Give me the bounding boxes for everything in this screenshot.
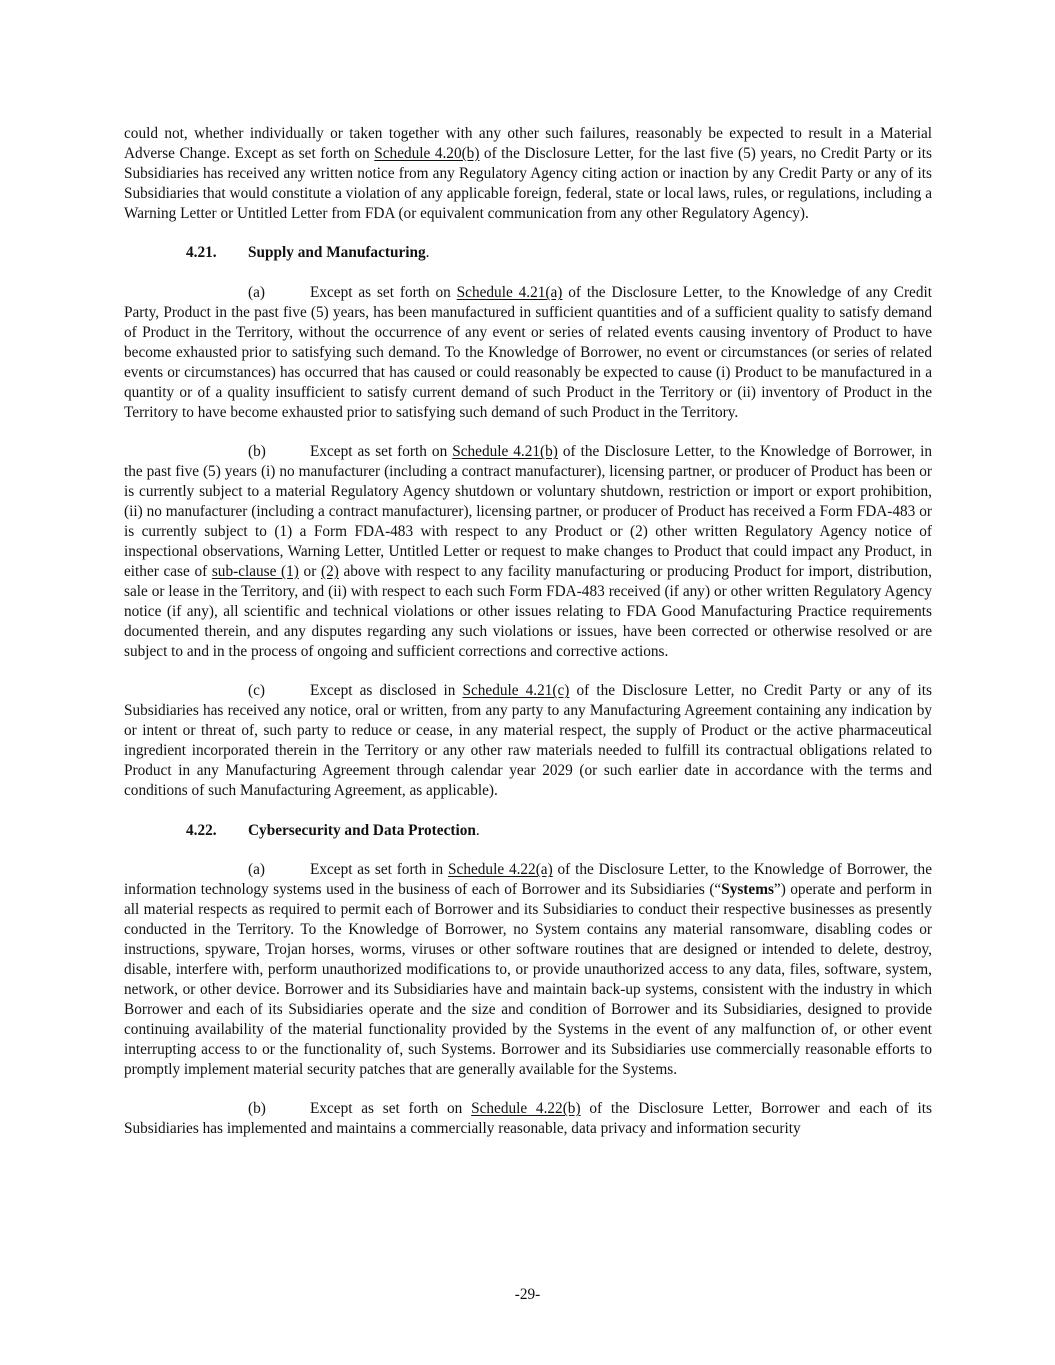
- section-title: Supply and Manufacturing: [248, 244, 426, 262]
- clause-label: (a): [248, 284, 265, 302]
- clause-label: (c): [248, 682, 265, 700]
- clause-label: (a): [248, 861, 265, 879]
- schedule-4-21b-ref: Schedule 4.21(b): [452, 443, 558, 461]
- schedule-4-22a-ref: Schedule 4.22(a): [448, 861, 553, 879]
- section-4-21-c: (c) Except as disclosed in Schedule 4.21(c) of the Disclosure Letter, no Credit Party or any of its Subsidiaries has received any notice, oral or written, from any party to any Manufacturing Agreement containing any indication by or intent or threat of, such party to reduce or cease, in any material respect, the supply of Product or the active pharmaceutical ingredient incorporated therein in the Territory or any other raw materials needed to fulfill its contractual obligations related to Product in any Manufacturing Agreement through calendar year 2029 (or such earlier date in accordance with the terms and conditions of such Manufacturing Agreement, as applicable).: [124, 682, 932, 799]
- schedule-4-20b-ref: Schedule 4.20(b): [374, 144, 480, 162]
- section-4-22-b: (b) Except as set forth on Schedule 4.22(b) of the Disclosure Letter, Borrower and each of its Subsidiaries has implemented and maintains a commercially reasonable, data privacy and information security: [124, 1100, 932, 1138]
- schedule-4-21c-ref: Schedule 4.21(c): [462, 682, 570, 700]
- sub-clause-1-ref: sub-clause (1): [211, 562, 299, 580]
- clause-label: (b): [248, 1100, 266, 1118]
- section-4-21-heading: 4.21. Supply and Manufacturing.: [186, 244, 430, 262]
- section-4-22-heading: 4.22. Cybersecurity and Data Protection.: [186, 821, 480, 839]
- document-body: [124, 124, 932, 1139]
- section-4-22-a: (a) Except as set forth in Schedule 4.22(a) of the Disclosure Letter, to the Knowledge of Borrower, the information technology systems used in the business of each of Borrower and its Subsidiaries (“Systems”) operate and perform in all material respects as required to permit each of Borrower and its Subsidiaries to conduct their respective businesses as presently conducted in the Territory. To the Knowledge of Borrower, no System contains any material ransomware, disabling codes or instructions, spyware, Trojan horses, worms, viruses or other software routines that are designed or intended to delete, destroy, disable, interfere with, perform unauthorized modifications to, or provide unauthorized access to any data, files, software, system, network, or other device. Borrower and its Subsidiaries have and maintain back-up systems, consistent with the industry in which Borrower and each of its Subsidiaries operate and the size and condition of Borrower and its Subsidiaries, designed to provide continuing availability of the material functionality provided by the Systems in the event of any malfunction of, or other event interrupting access to or the functionality of, such Systems. Borrower and its Subsidiaries use commercially reasonable efforts to promptly implement material security patches that are generally available for the Systems.: [124, 861, 932, 1078]
- page-number: -29-: [514, 1286, 541, 1303]
- section-number: 4.22.: [186, 821, 217, 839]
- defined-term-systems: Systems: [721, 881, 774, 899]
- section-title: Cybersecurity and Data Protection: [248, 821, 476, 839]
- clause-label: (b): [248, 443, 266, 461]
- section-4-21-a: (a) Except as set forth on Schedule 4.21(a) of the Disclosure Letter, to the Knowledge of any Credit Party, Product in the past five (5) years, has been manufactured in sufficient quantities and of a sufficient quality to satisfy demand of Product in the Territory, without the occurrence of any event or series of related events causing inventory of Product to have become exhausted prior to satisfying such demand. To the Knowledge of Borrower, no event or circumstances (or series of related events or circumstances) has occurred that has caused or could reasonably be expected to cause (i) Product to be manufactured in a quantity or of a quality insufficient to satisfy current demand of such Product in the Territory or (ii) inventory of Product in the Territory to have become exhausted prior to satisfying such demand of such Product in the Territory.: [124, 284, 932, 421]
- sub-clause-2-ref: (2): [320, 562, 339, 580]
- section-4-21-b: (b) Except as set forth on Schedule 4.21(b) of the Disclosure Letter, to the Knowledge of Borrower, in the past five (5) years (i) no manufacturer (including a contract manufacturer), licensing partner, or producer of Product has been or is currently subject to a material Regulatory Agency shutdown or voluntary shutdown, restriction or import or export prohibition, (ii) no manufacturer (including a contract manufacturer), licensing partner, or producer of Product has received a Form FDA-483 or is currently subject to (1) a Form FDA-483 with respect to any Product or (2) other written Regulatory Agency notice of inspectional observations, Warning Letter, Untitled Letter or request to make changes to Product that could impact any Product, in either case of sub-clause (1) or (2) above with respect to any facility manufacturing or producing Product for import, distribution, sale or lease in the Territory, and (ii) with respect to each such Form FDA-483 received (if any) or other written Regulatory Agency notice (if any), all scientific and technical violations or other issues relating to FDA Good Manufacturing Practice requirements documented therein, and any disputes regarding any such violations or issues, have been corrected or otherwise resolved or are subject to and in the process of ongoing and sufficient corrections and corrective actions.: [124, 443, 932, 660]
- schedule-4-22b-ref: Schedule 4.22(b): [471, 1100, 581, 1118]
- section-number: 4.21.: [186, 244, 217, 262]
- intro-paragraph: could not, whether individually or taken together with any other such failures, reasonably be expected to result in a Material Adverse Change. Except as set forth on Schedule 4.20(b) of the Disclosure Letter, for the last five (5) years, no Credit Party or its Subsidiaries has received any written notice from any Regulatory Agency citing action or inaction by any Credit Party or any of its Subsidiaries that would constitute a violation of any applicable foreign, federal, state or local laws, rules, or regulations, including a Warning Letter or Untitled Letter from FDA (or equivalent communication from any other Regulatory Agency).: [124, 125, 932, 222]
- schedule-4-21a-ref: Schedule 4.21(a): [456, 284, 563, 302]
